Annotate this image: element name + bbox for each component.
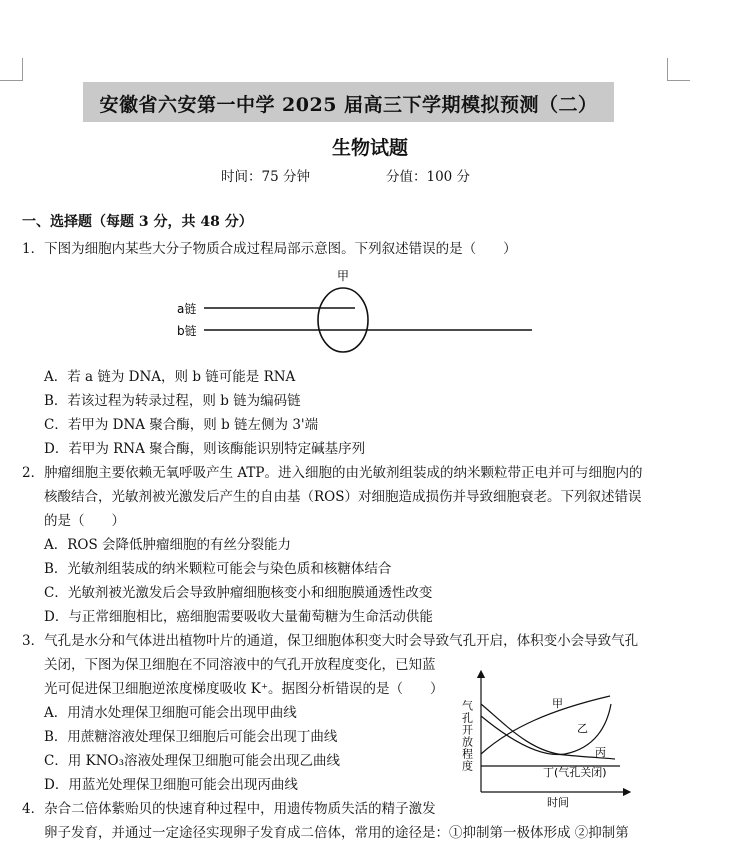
- question-1-option-b: B．若该过程为转录过程，则 b 链为编码链: [44, 393, 301, 409]
- exam-time: 时间：75 分钟: [221, 169, 310, 185]
- label-b-chain: b链: [177, 324, 197, 338]
- question-2-stem-line-3: 的是（ ）: [44, 513, 125, 529]
- curve-label-ding: 丁(气孔关闭): [543, 766, 607, 779]
- page-corner-mark-left: [0, 58, 23, 81]
- question-3-stem-line-2: 关闭，下图为保卫细胞在不同溶液中的气孔开放程度变化，已知蓝: [44, 657, 436, 673]
- question-3-stem-line-3: 光可促进保卫细胞逆浓度梯度吸收 K⁺。据图分析错误的是（ ）: [44, 681, 444, 697]
- question-4-stem-line-1: 4．杂合二倍体紫贻贝的快速育种过程中，用遗传物质失活的精子激发: [22, 801, 436, 817]
- question-2-option-d: D．与正常细胞相比，癌细胞需要吸收大量葡萄糖为生命活动供能: [44, 609, 433, 625]
- exam-score: 分值：100 分: [386, 169, 471, 185]
- question-1-diagram: [170, 266, 540, 358]
- question-2-stem-line-2: 核酸结合，光敏剂被光激发后产生的自由基（ROS）对细胞造成损伤并导致细胞衰老。下列叙述错误: [44, 489, 642, 505]
- question-3-option-c: C．用 KNO₃溶液处理保卫细胞可能会出现乙曲线: [44, 753, 340, 769]
- question-2-option-c: C．光敏剂被光激发后会导致肿瘤细胞核变小和细胞膜通透性改变: [44, 585, 433, 601]
- question-2-stem-line-1: 2．肿瘤细胞主要依赖无氧呼吸产生 ATP。进入细胞的由光敏剂组装成的纳米颗粒带正电并可与细胞内的: [22, 465, 643, 481]
- question-1-option-d: D．若甲为 RNA 聚合酶，则该酶能识别特定碱基序列: [44, 441, 366, 457]
- question-3-graph: [455, 668, 635, 810]
- label-jia: 甲: [336, 269, 350, 283]
- question-1-stem: 1．下图为细胞内某些大分子物质合成过程局部示意图。下列叙述错误的是（ ）: [22, 241, 517, 257]
- section-heading: 一、选择题（每题 3 分，共 48 分）: [22, 214, 253, 230]
- question-1-option-a: A．若 a 链为 DNA，则 b 链可能是 RNA: [44, 369, 296, 385]
- exam-title: 安徽省六安第一中学 2025 届高三下学期模拟预测（二）: [99, 94, 598, 116]
- question-3-option-d: D．用蓝光处理保卫细胞可能会出现丙曲线: [44, 777, 298, 793]
- curve-label-yi: 乙: [577, 722, 588, 735]
- label-a-chain: a链: [177, 302, 197, 316]
- curve-label-bing: 丙: [595, 746, 606, 759]
- question-2-option-a: A．ROS 会降低肿瘤细胞的有丝分裂能力: [44, 537, 292, 553]
- question-4-stem-line-2: 卵子发育，并通过一定途径实现卵子发育成二倍体，常用的途径是：①抑制第一极体形成 ②抑制第: [44, 825, 629, 841]
- question-3-stem-line-1: 3．气孔是水分和气体进出植物叶片的通道，保卫细胞体积变大时会导致气孔开启，体积变小会导致气孔: [22, 633, 639, 649]
- curve-yi: [481, 704, 611, 755]
- question-3-option-a: A．用清水处理保卫细胞可能会出现甲曲线: [44, 705, 297, 721]
- curve-jia: [481, 696, 610, 754]
- y-axis-label: 气孔开放程度: [460, 700, 474, 772]
- enzyme-jia-ellipse: [318, 288, 368, 352]
- x-axis-label: 时间: [547, 796, 569, 809]
- curve-label-jia: 甲: [552, 697, 563, 710]
- question-3-option-b: B．用蔗糖溶液处理保卫细胞后可能会出现丁曲线: [44, 729, 338, 745]
- exam-subtitle: 生物试题: [331, 137, 408, 159]
- page-corner-mark-right: [667, 58, 690, 81]
- question-2-option-b: B．光敏剂组装成的纳米颗粒可能会与染色质和核糖体结合: [44, 561, 392, 577]
- question-1-option-c: C．若甲为 DNA 聚合酶，则 b 链左侧为 3'端: [44, 417, 319, 433]
